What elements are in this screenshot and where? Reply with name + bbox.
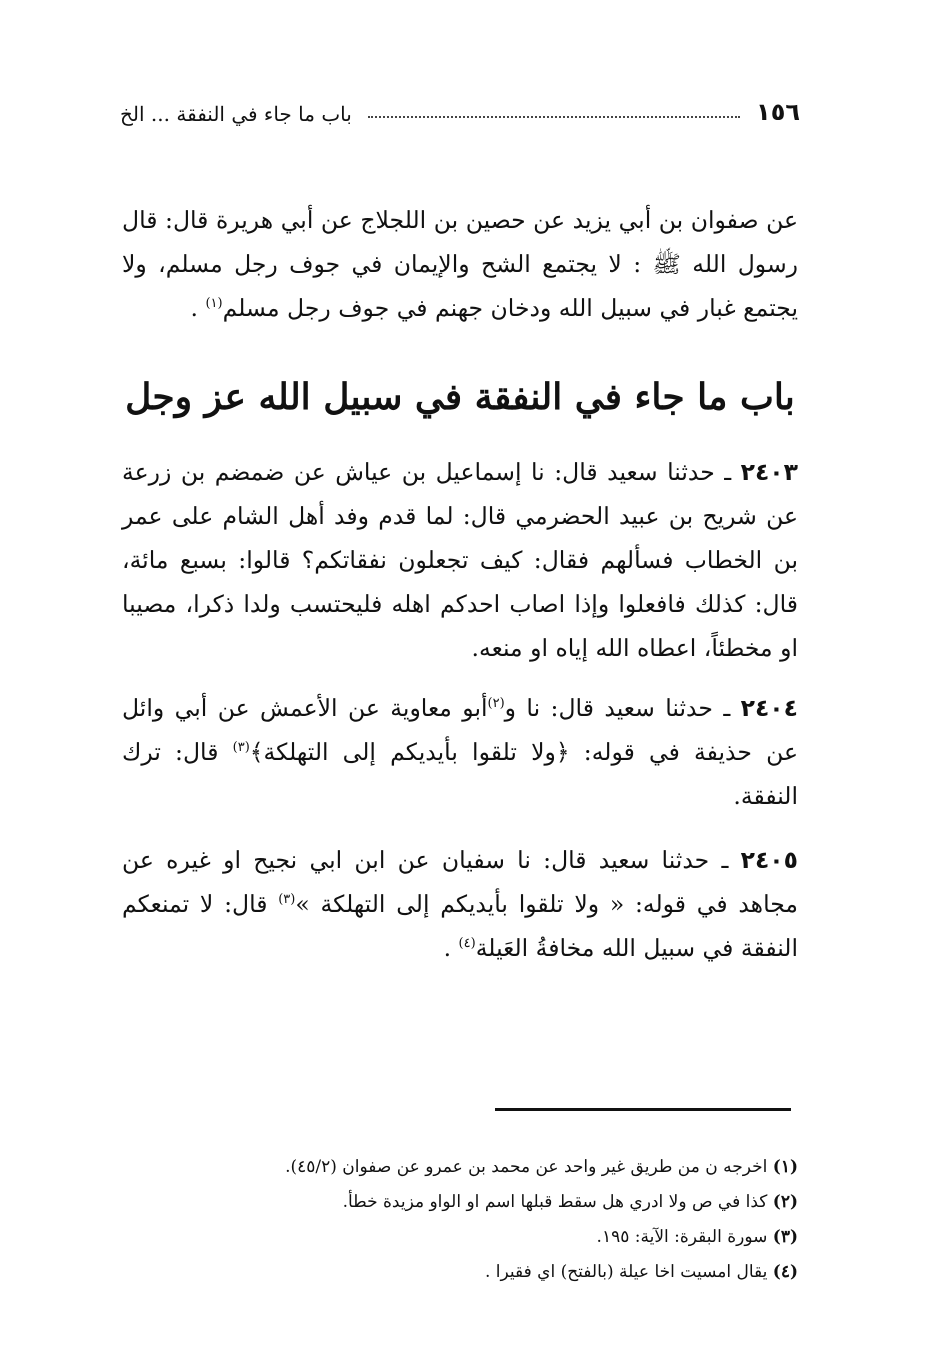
footnote-separator xyxy=(495,1108,791,1111)
footnote-mark: (٤) xyxy=(772,1262,798,1282)
footnote-mark: (١) xyxy=(772,1157,798,1177)
page-number: ١٥٦ xyxy=(756,98,800,126)
footnote-text: يقال امسيت اخا عيلة (بالفتح) اي فقيرا . xyxy=(484,1262,773,1282)
footnote-item xyxy=(122,1150,798,1185)
footnote-ref-3: (٣) xyxy=(278,892,296,908)
footnote-mark: (٢) xyxy=(772,1192,798,1212)
footnote-item xyxy=(122,1185,798,1220)
dotted-leader xyxy=(368,116,740,118)
hadith-number: ٢٤٠٣ xyxy=(740,458,798,486)
footnote-ref-4: (٤) xyxy=(458,936,476,952)
footnote-text: اخرجه ن من طريق غير واحد عن محمد بن عمرو عن صفوان (٤٥/٢). xyxy=(285,1157,773,1177)
running-title: باب ما جاء في النفقة ... الخ xyxy=(120,102,352,126)
hadith-2403 xyxy=(122,450,798,670)
hadith-text: ـ حدثنا سعيد قال: نا و xyxy=(504,694,741,722)
intro-end: . xyxy=(190,294,206,322)
hadith-text: قال: لا تمنعكم النفقة في سبيل الله مخافةُ العَيلة xyxy=(122,890,798,962)
footnote-mark: (٣) xyxy=(772,1227,798,1247)
hadith-2404 xyxy=(122,686,798,818)
footnote-text: كذا في ص ولا ادري هل سقط قبلها اسم او الواو مزيدة خطأ. xyxy=(342,1192,773,1212)
hadith-number: ٢٤٠٥ xyxy=(740,846,798,874)
footnote-ref-1: (١) xyxy=(205,296,223,312)
hadith-text: ـ حدثنا سعيد قال: نا سفيان عن ابن ابي نجيح او غيره عن مجاهد في قوله: « ولا تلقوا بأيديكم إلى التهلكة » xyxy=(122,846,798,918)
footnote-ref-3: (٣) xyxy=(232,740,250,756)
intro-paragraph xyxy=(122,198,798,330)
page-header xyxy=(120,90,800,126)
hadith-number: ٢٤٠٤ xyxy=(740,694,798,722)
footnotes xyxy=(122,1150,798,1290)
intro-text: عن صفوان بن أبي يزيد عن حصين بن اللجلاج عن أبي هريرة قال: قال رسول الله ﷺ : لا يجتمع الشح والإيمان في جوف رجل مسلم، ولا يجتمع غبار في سبيل الله ودخان جهنم في جوف رجل مسلم xyxy=(122,206,798,322)
footnote-item xyxy=(122,1255,798,1290)
hadith-text: ـ حدثنا سعيد قال: نا إسماعيل بن عياش عن ضمضم بن زرعة عن شريح بن عبيد الحضرمي قال: لما قدم وفد أهل الشام على عمر بن الخطاب فسألهم فقال: كيف تجعلون نفقاتكم؟ قالوا: بسبع مائة، قال: كذلك فافعلوا وإذا اصاب احدكم اهله فليحتسب ولدا ذكرا، مصيبا او مخطئاً، اعطاه الله إياه او منعه. xyxy=(122,458,798,662)
hadith-2405 xyxy=(122,838,798,970)
hadith-text: قال: ترك النفقة. xyxy=(122,738,798,810)
hadith-text: أبو معاوية عن الأعمش عن أبي وائل عن حذيفة في قوله: ﴿ولا تلقوا بأيديكم إلى التهلكة﴾ xyxy=(122,694,798,766)
chapter-title: باب ما جاء في النفقة في سبيل الله عز وجل xyxy=(125,376,795,418)
footnote-text: سورة البقرة: الآية: ١٩٥. xyxy=(596,1227,773,1247)
hadith-text: . xyxy=(443,934,459,962)
footnote-ref-2: (٢) xyxy=(487,696,505,712)
footnote-item xyxy=(122,1220,798,1255)
